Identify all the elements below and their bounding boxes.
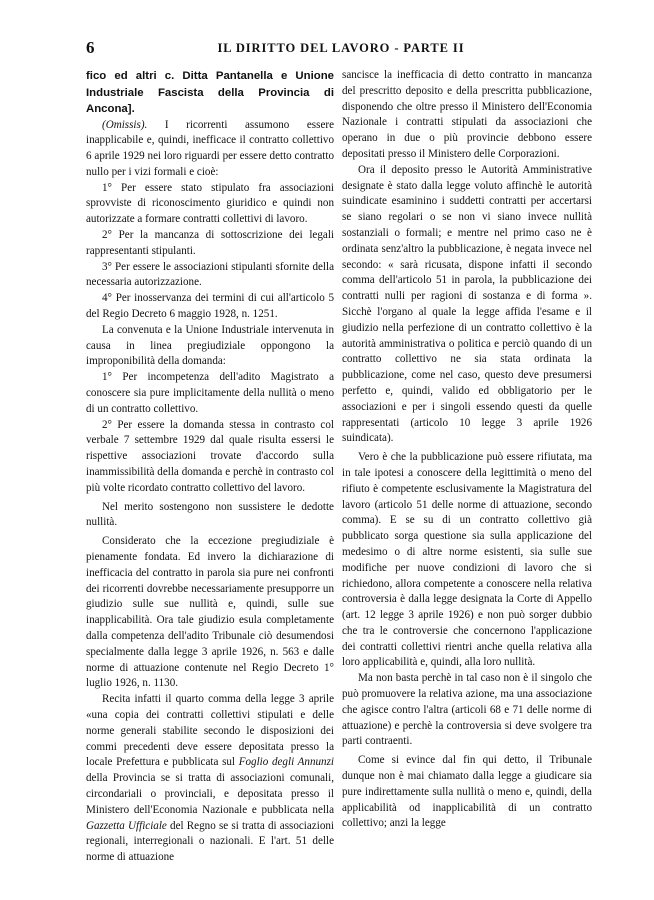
publication-name: Foglio degli Annunzi xyxy=(238,756,334,769)
paragraph: 2° Per essere la domanda stessa in contrasto col verbale 7 settembre 1929 dal quale risulta essersi le rispettive associazioni trovate d'accordo sulla inammissibilità della domanda e perchè in contrasto col più volte ricordato contratto collettivo del lavoro. xyxy=(86,418,334,494)
paragraph: 1° Per incompetenza dell'adito Magistrato a conoscere sia pure implicitamente della nullità o meno di un contratto collettivo. xyxy=(86,371,334,415)
page-header xyxy=(86,38,596,58)
paragraph: La convenuta e la Unione Industriale intervenuta in causa in linea pregiudiziale oppongono la improponibilità della domanda: xyxy=(86,323,334,368)
page-number: 6 xyxy=(86,38,95,57)
paragraph xyxy=(86,692,334,866)
paragraph-text: I ricorrenti assumono essere inapplicabile e, quindi, inefficace il contratto collettivo 6 aprile 1929 nei loro riguardi per essere detto contratto nullo per i vizi formali e cioè: xyxy=(86,118,334,178)
paragraph-text: Recita infatti il quarto comma della legge 3 aprile «una copia dei contratti collettivi stipulati e delle norme generali stabilite secondo le disposizioni dei commi precedenti deve essere depositata presso la locale Prefettura e pubblicata sul xyxy=(86,693,334,769)
omissis-note: (Omissis). xyxy=(102,118,148,131)
paragraph xyxy=(86,118,334,181)
paragraph: Nel merito sostengono non sussistere le dedotte nullità. xyxy=(86,500,334,529)
paragraph: 2° Per la mancanza di sottoscrizione dei legali rappresentanti stipulanti. xyxy=(86,229,334,257)
paragraph: 4° Per inosservanza dei termini di cui all'articolo 5 del Regio Decreto 6 maggio 1928, n. 1251. xyxy=(86,292,334,321)
running-head: IL DIRITTO DEL LAVORO - PARTE II xyxy=(217,41,465,55)
paragraph: Considerato che la eccezione pregiudiziale è pienamente fondata. Ed invero la dichiarazione di inefficacia del contratto in parola sia pure nei confronti dei ricorrenti dovrebbe necessariamente presupporre un giudizio sulle sue nullità e, quindi, sulle sue inapplicabilità. Ora tale giudizio esula completamente dalla competenza dell'adito Tribunale ciò desumendosi specialmente dalla legge 3 aprile 1926, n. 563 e dalle norme di attuazione contenute nel Regio Decreto 1° luglio 1926, n. 1130. xyxy=(86,535,334,690)
case-title: fico ed altri c. Ditta Pantanella e Unione Industriale Fascista della Provincia di Ancona]. xyxy=(86,70,334,115)
paragraph: Vero è che la pubblicazione può essere rifiutata, ma in tale ipotesi a conoscere della legittimità o meno del rifiuto è competente esclusivamente la Magistratura del lavoro (articolo 51 delle norme di attuazione, secondo comma). E se su di un contratto collettivo già pubblicato sorga questione sia sulla applicazione del medesimo o di altre norme esistenti, sia sulle sue modifiche per nuove condizioni di lavoro che si richiedono, allora competente a conoscere nella relativa controversia è dalla legge designata la Corte di Appello (art. 12 legge 3 aprile 1926) e non può sorger dubbio che tra le controversie che concernono l'applicazione dei contratti collettivi rientri anche quella relativa alla loro applicabilità e, quindi, alla loro nullità. xyxy=(342,451,592,669)
right-column xyxy=(342,68,592,832)
paragraph: Ma non basta perchè in tal caso non è il singolo che può promuovere la relativa azione, ma una associazione che agisce contro l'altra (articoli 68 e 71 delle norme di attuazione) e perchè la controversia si deve svolgere tra parti contraenti. xyxy=(342,672,592,748)
paragraph-text: della Provincia se si tratta di associazioni comunali, circondariali o provinciali, e depositata presso il Ministero dell'Economia Nazionale e pubblicata nella xyxy=(86,772,334,816)
paragraph-text: del Regno se si tratta di associazioni regionali, interregionali o nazionali. E l'art. 51 delle norme di attuazione xyxy=(86,819,334,864)
paragraph: Come si evince dal fin qui detto, il Tribunale dunque non è mai chiamato dalla legge a giudicare sia pure indirettamente sulla nullità o meno e, quindi, della applicabilità od inapplicabilità di un contratto collettivo; anzi la legge xyxy=(342,754,592,830)
paragraph: 3° Per essere le associazioni stipulanti sfornite della necessaria autorizzazione. xyxy=(86,260,334,289)
paragraph: sancisce la inefficacia di detto contratto in mancanza del prescritto deposito e della prescritta pubblicazione, disponendo che oltre presso il Ministero dell'Economia Nazionale i contratti stipulati da associazioni che operano in due o più provincie debbono essere depositati presso il Ministero delle Corporazioni. xyxy=(342,69,592,160)
paragraph: Ora il deposito presso le Autorità Amministrative designate è stato dalla legge voluto affinchè le autorità suindicate esaminino i suddetti contratti per accertarsi se siano regolari o se non vi siano invece nullità sostanziali o formali; e mentre nel primo caso ne è ordinata senz'altro la pubblicazione, è negata invece nel secondo: « sarà ricusata, dispone infatti il secondo comma dell'articolo 51 in parola, la pubblicazione dei contratti nulli per ragioni di sostanza e di forma ». Sicchè l'organo al quale la legge affida l'esame e il giudizio nella perfezione di un contratto collettivo è la autorità amministrativa o politica e perciò quando di un contratto collettivo ne sia stata ordinata la pubblicazione, come nel caso, questo deve presumersi perfetto e, quindi, valido ed obbligatorio per le associazioni e per i singoli essendo questi da quelle rappresentati (articolo 10 legge 3 aprile 1926 suindicata). xyxy=(342,163,592,445)
left-column xyxy=(86,68,334,866)
paragraph: 1° Per essere stato stipulato fra associazioni sprovviste di riconoscimento giuridico e quindi non autorizzate a formare contratti collettivi di lavoro. xyxy=(86,181,334,226)
publication-name: Gazzetta Ufficiale xyxy=(86,819,167,832)
